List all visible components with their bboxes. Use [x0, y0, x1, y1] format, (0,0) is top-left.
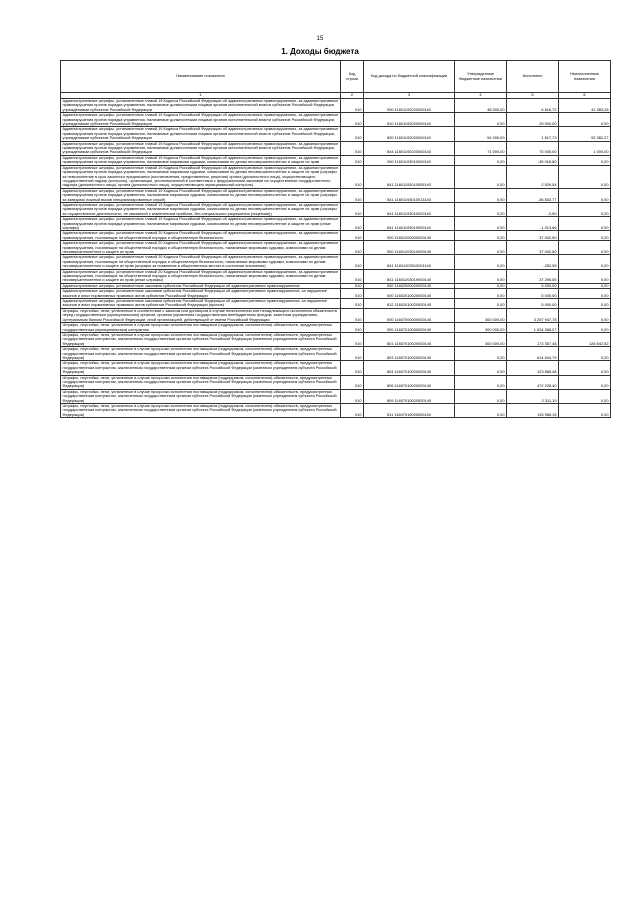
table-row — [61, 347, 611, 361]
column-number: 2 — [341, 93, 364, 99]
row-approved: 0,00 — [455, 217, 507, 231]
row-name: Штрафы, неустойки, пени, уплаченные в случае просрочки исполнения поставщиком (подрядчиком, исполнителем) обязательств, предусмотренных государственным контрактом, заключенным государственным органом субъекта Российской Федерации (казенным учреждением субъекта Российской Федерации) — [61, 404, 341, 418]
row-name: Административные штрафы, установленные главой 19 Кодекса Российской Федерации об административных правонарушениях, за административные правонарушения против порядка управления, налагаемые мировыми судьями, комиссиями по делам несовершеннолетних и защите их прав (штрафы за заведомо ложный вызов специализированных служб) — [61, 188, 341, 202]
row-name: Штрафы, неустойки, пени, уплаченные в случае просрочки исполнения поставщиком (подрядчиком, исполнителем) обязательств, предусмотренных государственным (муниципальным) контрактом — [61, 323, 341, 333]
row-income-code: 801 11607010020000140 — [364, 332, 455, 346]
row-executed: -35 016,80 — [507, 155, 559, 165]
row-executed: 5 000,00 — [507, 289, 559, 299]
row-approved: 0,00 — [455, 299, 507, 309]
row-unexecuted: 0,00 — [559, 361, 611, 375]
row-executed: -252,95 — [507, 255, 559, 269]
row-executed: 123 885,48 — [507, 361, 559, 375]
row-line-code: 010 — [341, 113, 364, 127]
row-approved: 54 000,00 — [455, 127, 507, 141]
row-approved: 0,00 — [455, 241, 507, 255]
row-line-code: 010 — [341, 127, 364, 141]
row-approved: 0,00 — [455, 202, 507, 216]
row-name: Административные штрафы, установленные главой 19 Кодекса Российской Федерации об административных правонарушениях, за административные правонарушения против порядка управления, налагаемые должностными лицами органов исполнительной власти субъектов Российской Федерации, учреждениями субъектов Российской Федерации — [61, 99, 341, 113]
row-unexecuted: 126 642,52 — [559, 332, 611, 346]
row-approved: 0,00 — [455, 231, 507, 241]
table-row — [61, 141, 611, 155]
row-line-code: 010 — [341, 217, 364, 231]
row-unexecuted: 0,00 — [559, 155, 611, 165]
table-row — [61, 188, 611, 202]
row-executed: 5 000,00 — [507, 283, 559, 288]
row-income-code: 000 11601203010000140 — [364, 241, 455, 255]
row-line-code: 010 — [341, 269, 364, 283]
column-header-name: Наименование показателя — [61, 61, 341, 93]
row-line-code: 010 — [341, 231, 364, 241]
row-unexecuted: 0,00 — [559, 269, 611, 283]
row-income-code: 810 11601192020000140 — [364, 113, 455, 127]
column-header-approved: Утвержденные бюджетные назначения — [455, 61, 507, 93]
row-income-code: 841 11601193010020140 — [364, 202, 455, 216]
row-name: Административные штрафы, установленные главой 20 Кодекса Российской Федерации об административных правонарушениях, за административные правонарушения, посягающие на общественный порядок и общественную безопасность, налагаемые мировыми судьями, комиссиями по делам несовершеннолетних и защите их прав — [61, 241, 341, 255]
row-income-code: 000 11607010000000140 — [364, 323, 455, 333]
row-name: Штрафы, неустойки, пени, уплаченные в случае просрочки исполнения поставщиком (подрядчиком, исполнителем) обязательств, предусмотренных государственным контрактом, заключенным государственным органом субъекта Российской Федерации (казенным учреждением субъекта Российской Федерации) — [61, 347, 341, 361]
table-row — [61, 155, 611, 165]
row-approved: 300 000,00 — [455, 308, 507, 322]
table-body — [61, 99, 611, 418]
row-executed: 37 295,55 — [507, 269, 559, 283]
row-approved: 0,00 — [455, 389, 507, 403]
row-line-code: 010 — [341, 323, 364, 333]
column-number: 3 — [364, 93, 455, 99]
row-unexecuted: 0,00 — [559, 165, 611, 188]
row-executed: 3 267 947,78 — [507, 308, 559, 322]
row-unexecuted: 0,00 — [559, 404, 611, 418]
row-name: Административные штрафы, установленные главой 20 Кодекса Российской Федерации об административных правонарушениях, за административные правонарушения, посягающие на общественный порядок и общественную безопасность, налагаемые мировыми судьями, комиссиями по делам несовершеннолетних и защите их прав (иные штрафы) — [61, 269, 341, 283]
row-unexecuted: 0,00 — [559, 375, 611, 389]
row-name: Штрафы, неустойки, пени, уплаченные в соответствии с законом или договором в случае неисполнения или ненадлежащего исполнения обязательств перед государственным (муниципальным) органом, органом управления государственным внебюджетным фондом, казенным учреждением, Центральным банком Российской Федерации, иной организацией, действующей от имени Российской Федерации — [61, 308, 341, 322]
row-name: Административные штрафы, установленные главой 20 Кодекса Российской Федерации об административных правонарушениях, за административные правонарушения, посягающие на общественный порядок и общественную безопасность, налагаемые мировыми судьями, комиссиями по делам несовершеннолетних и защите их прав (штрафы за появление в общественных местах в состоянии опьянения) — [61, 255, 341, 269]
row-executed: 2 311,19 — [507, 389, 559, 403]
row-unexecuted: 0,00 — [559, 308, 611, 322]
row-name: Штрафы, неустойки, пени, уплаченные в случае просрочки исполнения поставщиком (подрядчиком, исполнителем) обязательств, предусмотренных государственным контрактом, заключенным государственным органом субъекта Российской Федерации (казенным учреждением субъекта Российской Федерации) — [61, 361, 341, 375]
table-row — [61, 99, 611, 113]
row-name: Административные штрафы, установленные законами субъектов Российской Федерации об административных правонарушениях, за нарушение законов и иных нормативных правовых актов субъектов Российской Федерации — [61, 289, 341, 299]
row-unexecuted: 0,00 — [559, 113, 611, 127]
row-line-code: 010 — [341, 283, 364, 288]
row-line-code: 010 — [341, 155, 364, 165]
row-line-code: 010 — [341, 347, 364, 361]
row-approved: 0,00 — [455, 375, 507, 389]
row-approved: 0,00 — [455, 347, 507, 361]
row-unexecuted: 0,00 — [559, 389, 611, 403]
table-row — [61, 202, 611, 216]
row-income-code: 820 11601192020000140 — [364, 127, 455, 141]
row-income-code: 841 11601193019000140 — [364, 217, 455, 231]
row-income-code: 803 11607010020000140 — [364, 347, 455, 361]
row-income-code: 841 11601203010021140 — [364, 255, 455, 269]
row-executed: 37 042,50 — [507, 241, 559, 255]
row-income-code: 804 11607010020000140 — [364, 361, 455, 375]
row-unexecuted: 0,00 — [559, 347, 611, 361]
column-number: 4 — [455, 93, 507, 99]
row-income-code: 000 11602000020000140 — [364, 283, 455, 288]
row-unexecuted: 41 383,28 — [559, 99, 611, 113]
column-number: 5 — [507, 93, 559, 99]
row-approved: 0,00 — [455, 255, 507, 269]
column-number: 6 — [559, 93, 611, 99]
row-name: Административные штрафы, установленные главой 19 Кодекса Российской Федерации об административных правонарушениях, за административные правонарушения против порядка управления, налагаемые мировыми судьями, комиссиями по делам несовершеннолетних и защите их прав (иные штрафы) — [61, 217, 341, 231]
row-approved: 0,00 — [455, 188, 507, 202]
row-approved: 0,00 — [455, 269, 507, 283]
row-unexecuted: 0,00 — [559, 202, 611, 216]
table-row — [61, 375, 611, 389]
row-executed: 6 616,72 — [507, 99, 559, 113]
income-table — [60, 60, 611, 418]
row-executed: 1 634 368,07 — [507, 323, 559, 333]
row-unexecuted: 0,00 — [559, 299, 611, 309]
table-row — [61, 217, 611, 231]
table-row — [61, 289, 611, 299]
table-row — [61, 231, 611, 241]
row-unexecuted: 0,00 — [559, 283, 611, 288]
row-income-code: 844 11601192020000140 — [364, 141, 455, 155]
row-name: Административные штрафы, установленные главой 19 Кодекса Российской Федерации об административных правонарушениях, за административные правонарушения против порядка управления, налагаемые должностными лицами органов исполнительной власти субъектов Российской Федерации, учреждениями субъектов Российской Федерации — [61, 113, 341, 127]
column-header-line-code: Код строки — [341, 61, 364, 93]
row-income-code: 000 11601193010000140 — [364, 155, 455, 165]
row-income-code: 812 11602010020000140 — [364, 299, 455, 309]
row-unexecuted: 0,00 — [559, 323, 611, 333]
row-approved: 0,00 — [455, 283, 507, 288]
row-approved: 71 000,00 — [455, 141, 507, 155]
row-approved: 0,00 — [455, 289, 507, 299]
row-executed: 173 357,48 — [507, 332, 559, 346]
row-line-code: 010 — [341, 332, 364, 346]
row-income-code: 000 11602010020000140 — [364, 289, 455, 299]
row-name: Административные штрафы, установленные законами субъектов Российской Федерации об административных правонарушениях — [61, 283, 341, 288]
row-line-code: 010 — [341, 289, 364, 299]
column-header-income-code: Код дохода по бюджетной классификации — [364, 61, 455, 93]
row-line-code: 010 — [341, 404, 364, 418]
row-income-code: 809 11607010020000140 — [364, 389, 455, 403]
table-row — [61, 404, 611, 418]
row-executed: -2,50 — [507, 202, 559, 216]
row-name: Административные штрафы, установленные законами субъектов Российской Федерации об административных правонарушениях, за нарушение законов и иных нормативных правовых актов субъектов Российской Федерации (прочие) — [61, 299, 341, 309]
row-approved: 0,00 — [455, 361, 507, 375]
row-income-code: 841 11601203019000140 — [364, 269, 455, 283]
column-number: 1 — [61, 93, 341, 99]
row-executed: 2 529,54 — [507, 165, 559, 188]
table-row — [61, 308, 611, 322]
row-unexecuted: 0,00 — [559, 217, 611, 231]
row-line-code: 010 — [341, 299, 364, 309]
row-income-code: 811 11607010020000140 — [364, 404, 455, 418]
row-executed: 614 544,79 — [507, 347, 559, 361]
row-executed: 1 617,73 — [507, 127, 559, 141]
table-row — [61, 269, 611, 283]
row-name: Административные штрафы, установленные главой 19 Кодекса Российской Федерации об административных правонарушениях, за административные правонарушения против порядка управления, налагаемые должностными лицами органов исполнительной власти субъектов Российской Федерации, учреждениями субъектов Российской Федерации — [61, 141, 341, 155]
row-name: Административные штрафы, установленные главой 19 Кодекса Российской Федерации об административных правонарушениях, за административные правонарушения против порядка управления, налагаемые мировыми судьями, комиссиями по делам несовершеннолетних и защите их прав (штрафы за осуществление деятельности, не связанной с извлечением прибыли, без специального разрешения (лицензии)) — [61, 202, 341, 216]
table-row — [61, 299, 611, 309]
row-line-code: 010 — [341, 141, 364, 155]
column-header-executed: Исполнено — [507, 61, 559, 93]
row-income-code: 000 11601192020000140 — [364, 99, 455, 113]
row-unexecuted: 0,00 — [559, 188, 611, 202]
row-line-code: 010 — [341, 375, 364, 389]
row-approved: 300 000,00 — [455, 323, 507, 333]
row-name: Штрафы, неустойки, пени, уплаченные в случае просрочки исполнения поставщиком (подрядчиком, исполнителем) обязательств, предусмотренных государственным контрактом, заключенным государственным органом субъекта Российской Федерации (казенным учреждением субъекта Российской Федерации) — [61, 332, 341, 346]
row-name: Штрафы, неустойки, пени, уплаченные в случае просрочки исполнения поставщиком (подрядчиком, исполнителем) обязательств, предусмотренных государственным контрактом, заключенным государственным органом субъекта Российской Федерации (казенным учреждением субъекта Российской Федерации) — [61, 375, 341, 389]
row-approved: 0,00 — [455, 165, 507, 188]
page-title: 1. Доходы бюджета — [281, 47, 359, 56]
table-row — [61, 165, 611, 188]
row-approved: 0,00 — [455, 113, 507, 127]
table-row — [61, 113, 611, 127]
row-executed: 29 000,00 — [507, 113, 559, 127]
row-line-code: 010 — [341, 389, 364, 403]
table-row — [61, 361, 611, 375]
row-name: Административные штрафы, установленные главой 19 Кодекса Российской Федерации об административных правонарушениях, за административные правонарушения против порядка управления, налагаемые мировыми судьями, комиссиями по делам несовершеннолетних и защите их прав (штрафы за невыполнение в срок законного предписания (постановления, представления, решения) органа (должностного лица), осуществляющего государственный надзор (контроль), организации, уполномоченной в соответствии с федеральными законами на осуществление государственного надзора (должностного лица), органа (должностного лица), осуществляющего муниципальный контроль) — [61, 165, 341, 188]
row-line-code: 010 — [341, 361, 364, 375]
row-unexecuted: 1 000,00 — [559, 141, 611, 155]
row-executed: 37 042,50 — [507, 231, 559, 241]
row-executed: 472 228,40 — [507, 375, 559, 389]
row-income-code: 000 11601200000000140 — [364, 231, 455, 241]
row-unexecuted: 0,00 — [559, 255, 611, 269]
table-row — [61, 323, 611, 333]
row-income-code: 000 11607000000000140 — [364, 308, 455, 322]
row-line-code: 010 — [341, 99, 364, 113]
page-number: 15 — [316, 36, 324, 42]
row-executed: -36 832,77 — [507, 188, 559, 202]
table-row — [61, 255, 611, 269]
row-line-code: 010 — [341, 188, 364, 202]
column-header-unexecuted: Неисполненные назначения — [559, 61, 611, 93]
row-name: Административные штрафы, установленные главой 20 Кодекса Российской Федерации об административных правонарушениях, за административные правонарушения, посягающие на общественный порядок и общественную безопасность — [61, 231, 341, 241]
row-unexecuted: 0,00 — [559, 241, 611, 255]
row-line-code: 010 — [341, 202, 364, 216]
row-unexecuted: 0,00 — [559, 289, 611, 299]
row-income-code: 841 11601193010005140 — [364, 165, 455, 188]
row-executed: -1 013,66 — [507, 217, 559, 231]
row-line-code: 010 — [341, 241, 364, 255]
table-header-row — [61, 61, 611, 93]
row-name: Административные штрафы, установленные главой 19 Кодекса Российской Федерации об административных правонарушениях, за административные правонарушения против порядка управления, налагаемые должностными лицами органов исполнительной власти субъектов Российской Федерации, учреждениями субъектов Российской Федерации — [61, 127, 341, 141]
row-unexecuted: 52 382,27 — [559, 127, 611, 141]
table-row — [61, 241, 611, 255]
table-row — [61, 127, 611, 141]
row-name: Штрафы, неустойки, пени, уплаченные в случае просрочки исполнения поставщиком (подрядчиком, исполнителем) обязательств, предусмотренных государственным контрактом, заключенным государственным органом субъекта Российской Федерации (казенным учреждением субъекта Российской Федерации) — [61, 389, 341, 403]
row-unexecuted: 0,00 — [559, 231, 611, 241]
row-executed: 70 000,00 — [507, 141, 559, 155]
row-name: Административные штрафы, установленные главой 19 Кодекса Российской Федерации об административных правонарушениях, за административные правонарушения против порядка управления, налагаемые мировыми судьями, комиссиями по делам несовершеннолетних и защите их прав — [61, 155, 341, 165]
row-income-code: 841 11601193010013140 — [364, 188, 455, 202]
row-approved: 48 000,00 — [455, 99, 507, 113]
row-income-code: 806 11607010020000140 — [364, 375, 455, 389]
table-row — [61, 332, 611, 346]
row-executed: 115 985,15 — [507, 404, 559, 418]
row-line-code: 010 — [341, 308, 364, 322]
row-approved: 0,00 — [455, 155, 507, 165]
row-executed: 5 000,00 — [507, 299, 559, 309]
table-row — [61, 389, 611, 403]
row-line-code: 010 — [341, 165, 364, 188]
row-line-code: 010 — [341, 255, 364, 269]
row-approved: 0,00 — [455, 404, 507, 418]
row-approved: 300 000,00 — [455, 332, 507, 346]
